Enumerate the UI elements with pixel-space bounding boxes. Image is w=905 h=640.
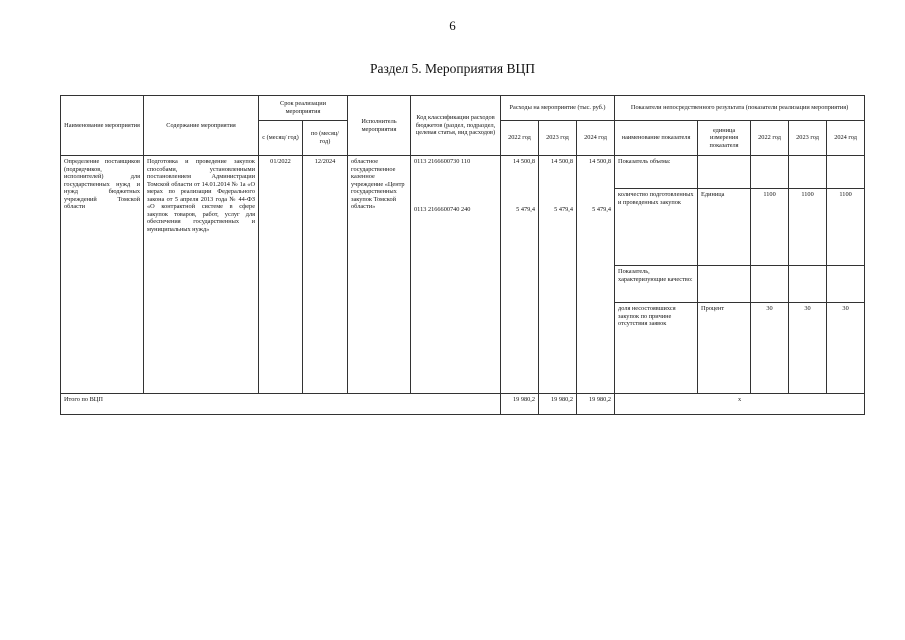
total-label: Итого по ВЦП: [61, 394, 501, 415]
indicator-2024: 1100: [827, 189, 865, 266]
expense-2022: [501, 156, 539, 394]
activity-content: Подготовка и проведение закупок способами, установленными постановлением Администрации Томской области от 14.01.2014 № 1а «О мерах по реализации Федерального закона от 5 апреля 2013 года № 44-ФЗ «О контрактной системе в сфере закупок товаров, работ, услуг для обеспечения государственных и муниципальных нужд»: [144, 156, 259, 394]
indicator-2022: [751, 266, 789, 303]
indicator-2023: [789, 266, 827, 303]
indicator-2023: 1100: [789, 189, 827, 266]
header-content: Содержание мероприятия: [144, 96, 259, 156]
indicator-2024: 30: [827, 303, 865, 394]
indicator-2024: [827, 156, 865, 189]
total-2022: 19 980,2: [501, 394, 539, 415]
indicator-unit: Процент: [698, 303, 751, 394]
expense-2023-2: 5 479,4: [554, 205, 574, 213]
header-exp-2023: 2023 год: [539, 121, 577, 156]
expense-2023-1: 14 500,8: [550, 158, 574, 165]
total-mark: х: [615, 394, 865, 415]
header-results: Показатели непосредственного результата (показатели реализации мероприятия): [615, 96, 865, 121]
indicator-2022: 30: [751, 303, 789, 394]
indicator-2022: [751, 156, 789, 189]
header-expenses: Расходы на мероприятие (тыс. руб.): [501, 96, 615, 121]
budget-code-1: 0113 2166600730 110: [414, 158, 471, 165]
indicator-name: количество подготовленных и проведенных закупок: [615, 189, 698, 266]
header-res-2024: 2024 год: [827, 121, 865, 156]
header-exp-2024: 2024 год: [577, 121, 615, 156]
expense-2024: [577, 156, 615, 394]
section-title: Раздел 5. Мероприятия ВЦП: [370, 61, 535, 76]
indicator-2023: [789, 156, 827, 189]
indicator-name: Показатель объема:: [615, 156, 698, 189]
header-res-2023: 2023 год: [789, 121, 827, 156]
activity-executor: областное государственное казенное учреждение «Центр государственных закупок Томской области»: [348, 156, 411, 394]
header-res-2022: 2022 год: [751, 121, 789, 156]
activity-row: [61, 156, 865, 189]
expense-2022-1: 14 500,8: [512, 158, 536, 165]
period-to: 12/2024: [303, 156, 348, 394]
period-from: 01/2022: [259, 156, 303, 394]
indicator-name: доля несостоявшихся закупок по причине отсутствия заявок: [615, 303, 698, 394]
indicator-unit: [698, 266, 751, 303]
header-exp-2022: 2022 год: [501, 121, 539, 156]
header-period: Срок реализации мероприятия: [259, 96, 348, 121]
indicator-2022: 1100: [751, 189, 789, 266]
indicator-2024: [827, 266, 865, 303]
expense-2022-2: 5 479,4: [516, 205, 536, 213]
header-unit: единица измерения показателя: [698, 121, 751, 156]
budget-code-2: 0113 2166600740 240: [414, 205, 471, 213]
header-period-to: по (месяц/ год): [303, 121, 348, 156]
total-row: [61, 394, 865, 415]
page-number: 6: [449, 18, 456, 33]
header-name: Наименование мероприятия: [61, 96, 144, 156]
indicator-2023: 30: [789, 303, 827, 394]
activity-name: Определение поставщиков (подрядчиков, исполнителей) для государственных нужд и нужд бюджетных учреждений Томской области: [61, 156, 144, 394]
activities-table: [60, 95, 865, 415]
expense-2024-1: 14 500,8: [589, 158, 612, 165]
indicator-name: Показатель, характеризующие качество:: [615, 266, 698, 303]
expense-2023: [539, 156, 577, 394]
header-row-1: [61, 96, 865, 121]
expense-2024-2: 5 479,4: [592, 205, 612, 213]
total-2024: 19 980,2: [577, 394, 615, 415]
header-period-from: с (месяц/ год): [259, 121, 303, 156]
header-code: Код классификации расходов бюджетов (раздел, подраздел, целевая статья, вид расходов): [411, 96, 501, 156]
indicator-unit: Единица: [698, 189, 751, 266]
total-2023: 19 980,2: [539, 394, 577, 415]
header-indicator-name: наименование показателя: [615, 121, 698, 156]
budget-codes: [411, 156, 501, 394]
indicator-unit: [698, 156, 751, 189]
header-executor: Исполнитель мероприятия: [348, 96, 411, 156]
